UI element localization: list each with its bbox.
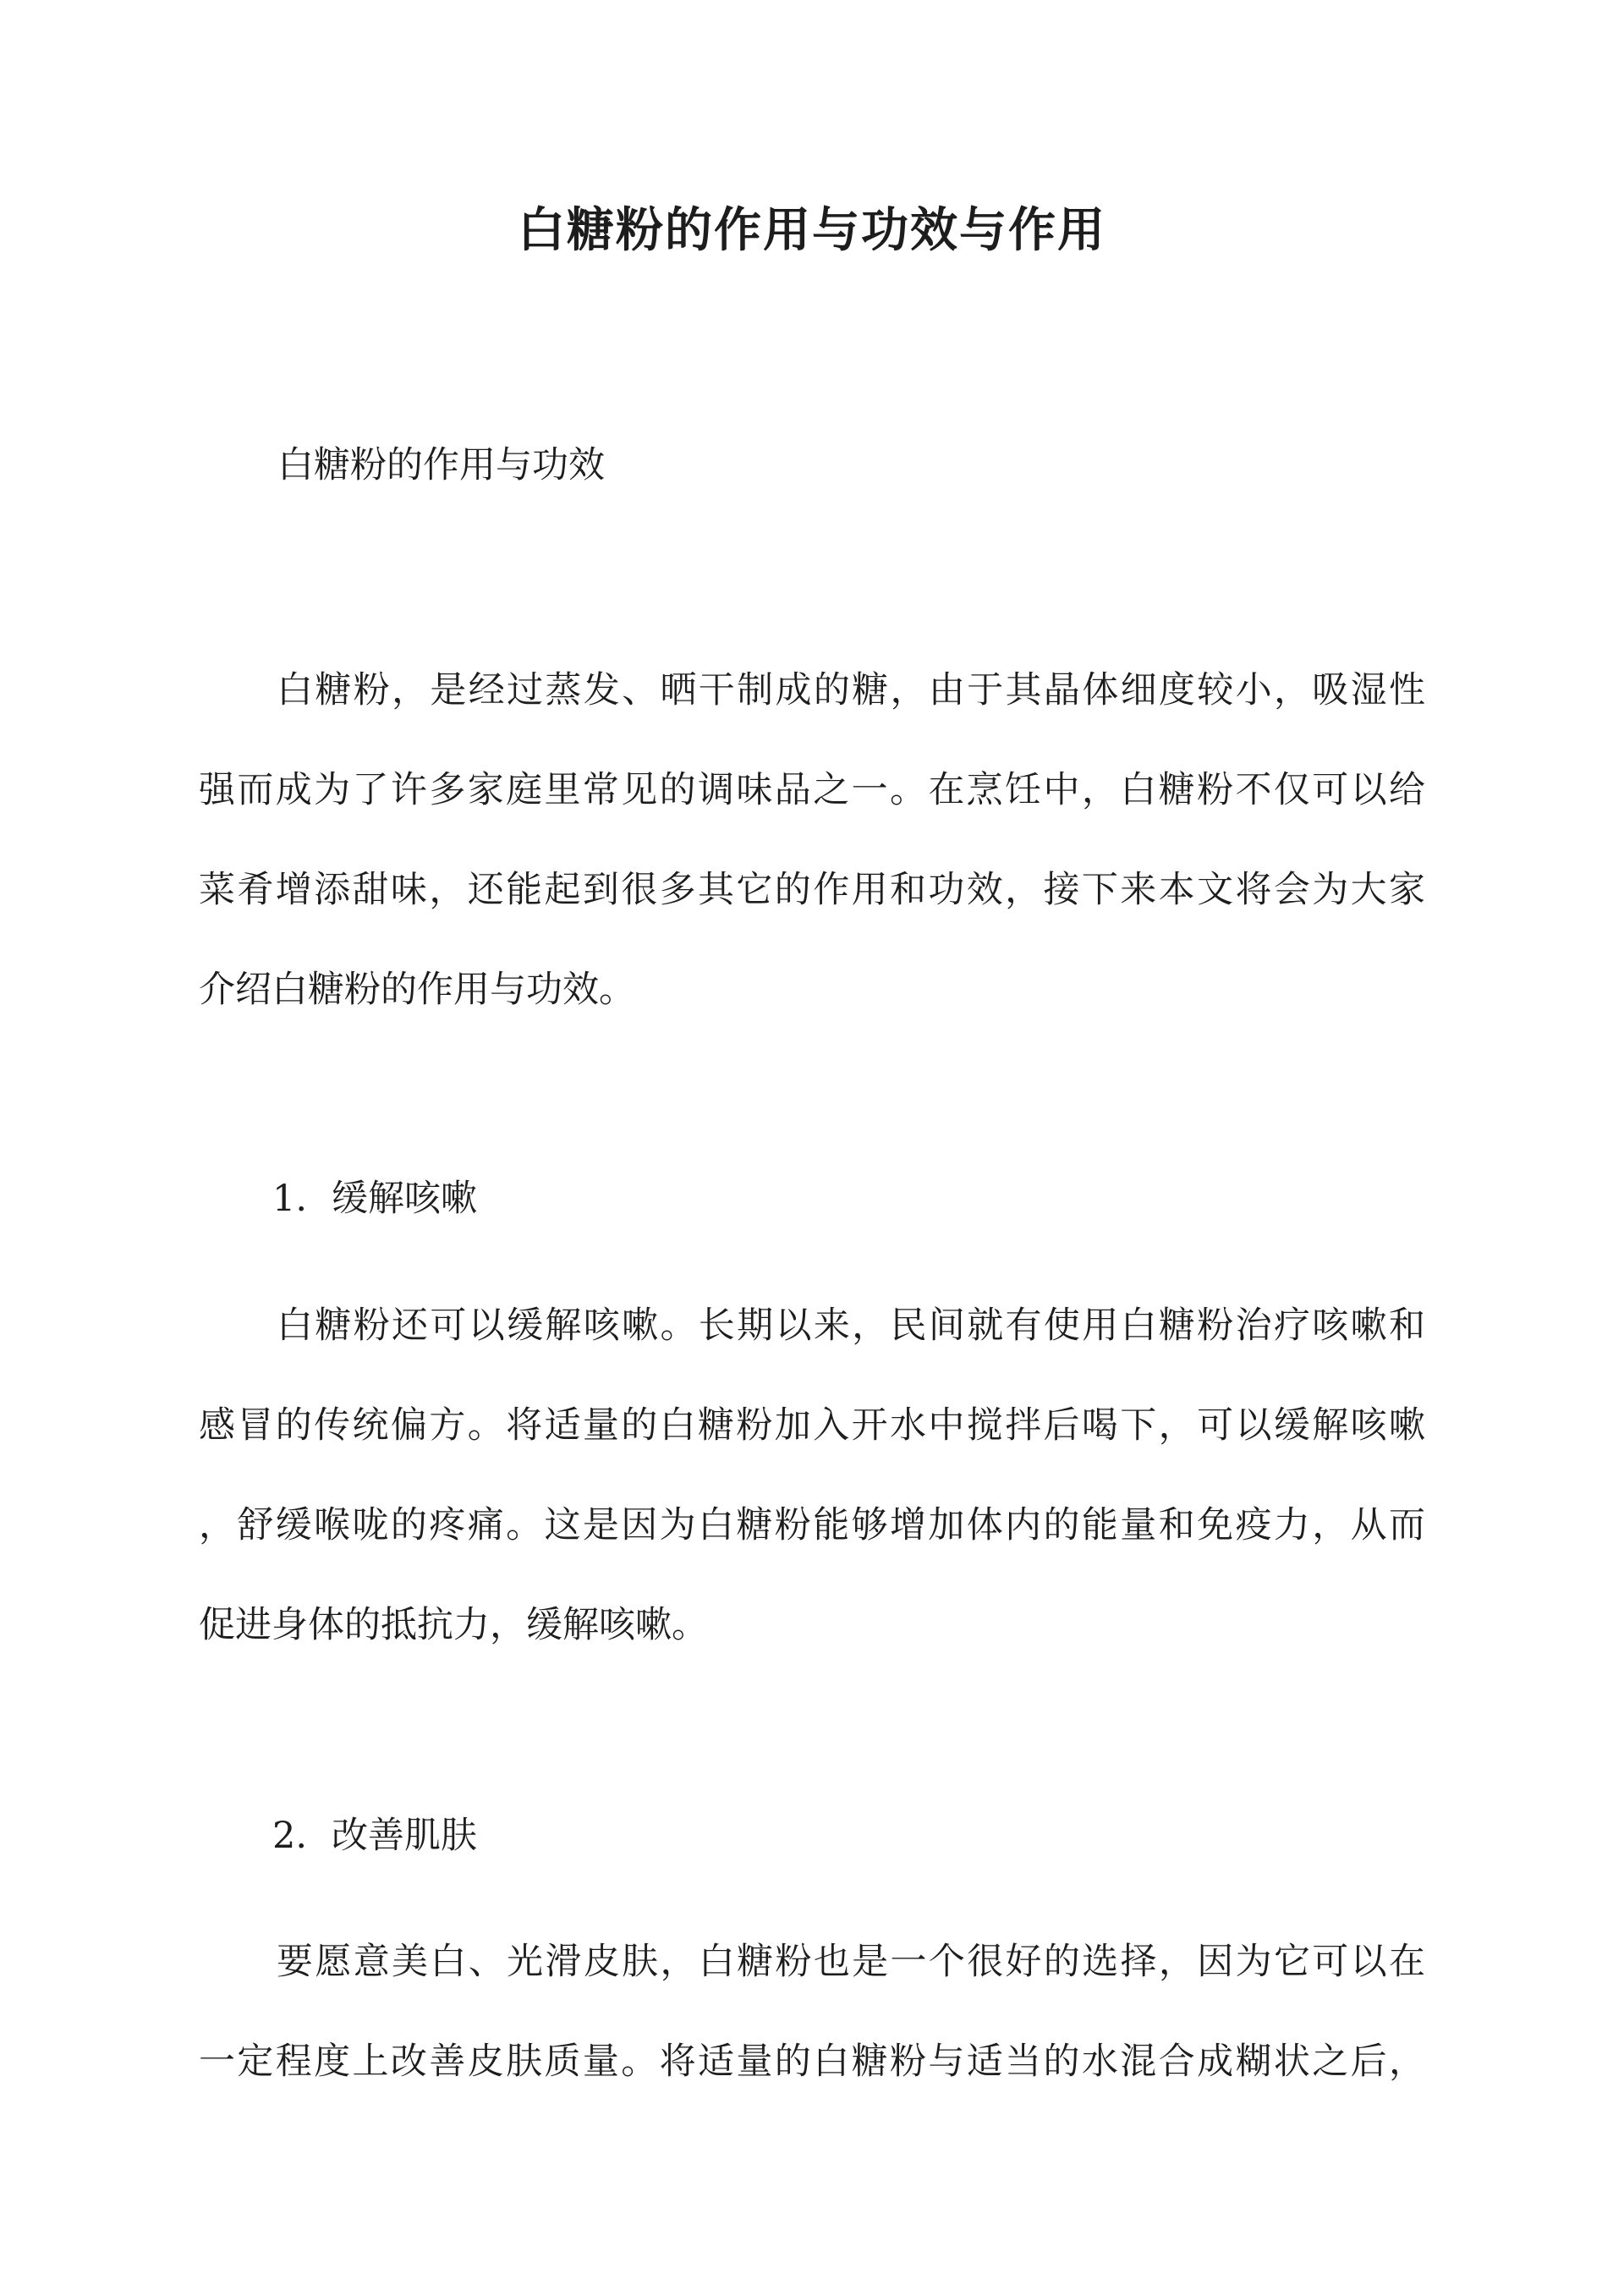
document-title: 白糖粉的作用与功效与作用 bbox=[518, 202, 1106, 258]
paragraph-line: 要愿意美白、光滑皮肤，白糖粉也是一个很好的选择，因为它可以在 bbox=[277, 1941, 1425, 1983]
intro-paragraph bbox=[199, 640, 1425, 1040]
section-title: 缓解咳嗽 bbox=[332, 1178, 477, 1220]
section-heading-skin bbox=[272, 1806, 477, 1865]
section-number: 2. bbox=[272, 1815, 308, 1857]
section-paragraph-skin bbox=[199, 1912, 1425, 2112]
paragraph-line: 白糖粉，是经过蒸发、晒干制成的糖，由于其晶体细度较小，吸湿性 bbox=[277, 669, 1425, 711]
document-subheading: 白糖粉的作用与功效 bbox=[277, 444, 605, 486]
paragraph-line: 介绍白糖粉的作用与功效。 bbox=[199, 969, 635, 1011]
paragraph-line: 白糖粉还可以缓解咳嗽。长期以来，民间就有使用白糖粉治疗咳嗽和 bbox=[277, 1305, 1425, 1347]
section-heading-cough bbox=[272, 1169, 477, 1228]
section-paragraph-cough bbox=[199, 1276, 1425, 1675]
paragraph-line: 感冒的传统偏方。将适量的白糖粉加入开水中搅拌后喝下，可以缓解咳嗽 bbox=[199, 1404, 1425, 1447]
paragraph-line: 强而成为了许多家庭里常见的调味品之一。在烹饪中，白糖粉不仅可以给 bbox=[199, 769, 1425, 811]
paragraph-line: 菜肴增添甜味，还能起到很多其它的作用和功效，接下来本文将会为大家 bbox=[199, 869, 1425, 911]
paragraph-line: 促进身体的抵抗力，缓解咳嗽。 bbox=[199, 1604, 708, 1646]
section-number: 1. bbox=[272, 1178, 308, 1220]
paragraph-line: ，舒缓喉咙的疼痛。这是因为白糖粉能够增加体内的能量和免疫力，从而 bbox=[199, 1504, 1425, 1546]
paragraph-line: 一定程度上改善皮肤质量。将适量的白糖粉与适当的水混合成糊状之后， bbox=[199, 2041, 1425, 2083]
section-title: 改善肌肤 bbox=[332, 1815, 477, 1857]
